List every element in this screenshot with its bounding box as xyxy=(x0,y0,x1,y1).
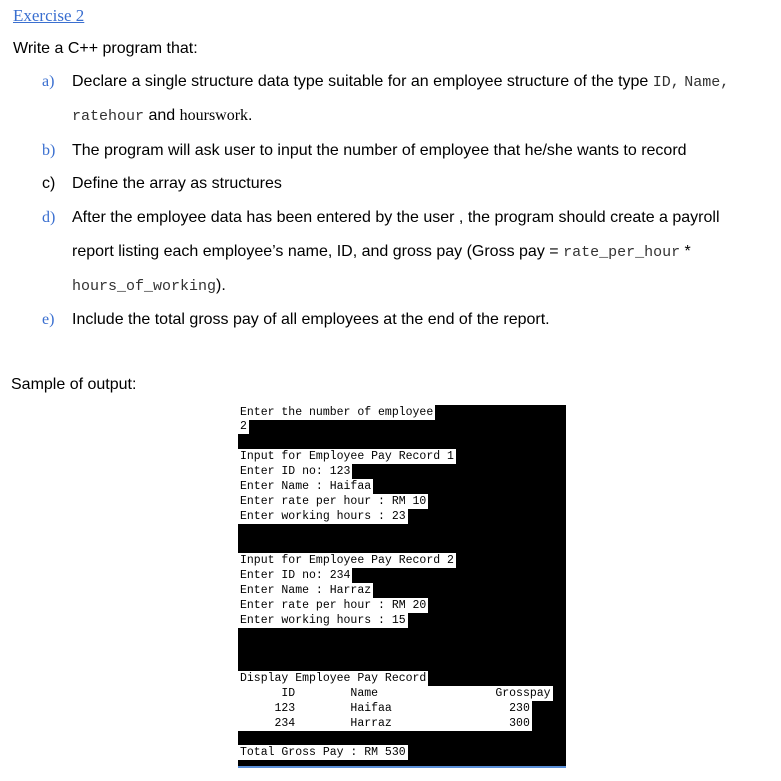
console-line: Enter the number of employee xyxy=(240,406,434,419)
item-a-continuation xyxy=(72,107,253,125)
item-e xyxy=(42,311,550,329)
console-line: Input for Employee Pay Record 1 xyxy=(240,450,454,463)
exercise-heading: Exercise 2 xyxy=(13,6,85,25)
item-b-marker: b) xyxy=(42,142,56,159)
console-line: 2 xyxy=(240,420,247,433)
item-d xyxy=(42,209,720,227)
item-a-period: . xyxy=(248,107,253,124)
item-d-code-hours: hours_of_working xyxy=(72,278,217,295)
item-a-code-name: Name, xyxy=(684,74,730,91)
item-a xyxy=(42,73,729,91)
console-line: Enter Name : Haifaa xyxy=(240,480,372,493)
item-d-star: * xyxy=(680,243,691,260)
item-b xyxy=(42,142,687,160)
console-table-header: ID Name Grosspay xyxy=(240,687,551,700)
console-line: Enter ID no: 234 xyxy=(240,569,351,582)
item-c-text: Define the array as structures xyxy=(72,175,282,192)
item-d-marker: d) xyxy=(42,209,56,226)
console-line: Enter Name : Harraz xyxy=(240,584,372,597)
item-a-text: Declare a single structure data type suitable for an employee structure of the type xyxy=(72,73,653,90)
console-table-row: 123 Haifaa 230 xyxy=(240,702,530,715)
console-line: Enter working hours : 23 xyxy=(240,510,406,523)
item-c xyxy=(42,175,282,193)
item-a-marker: a) xyxy=(42,73,55,90)
item-d-line2 xyxy=(72,243,691,261)
item-a-code-ratehour: ratehour xyxy=(72,108,145,125)
item-d-line3 xyxy=(72,277,226,295)
item-e-text: Include the total gross pay of all employees at the end of the report. xyxy=(72,311,550,328)
item-d-code-rate: rate_per_hour xyxy=(563,244,681,261)
item-a-hourswork: hourswork xyxy=(179,107,249,124)
item-e-marker: e) xyxy=(42,311,55,328)
intro-text: Write a C++ program that: xyxy=(13,40,198,57)
item-c-marker: c) xyxy=(42,175,56,192)
console-table-row: 234 Harraz 300 xyxy=(240,717,530,730)
item-d-line1: After the employee data has been entered by the user , the program should create a payroll xyxy=(72,209,720,226)
console-line: Enter ID no: 123 xyxy=(240,465,351,478)
item-a-and: and xyxy=(144,107,180,124)
console-line: Enter working hours : 15 xyxy=(240,614,406,627)
console-line: Display Employee Pay Record xyxy=(240,672,427,685)
sample-output-label: Sample of output: xyxy=(11,376,137,393)
console-line: Enter rate per hour : RM 10 xyxy=(240,495,427,508)
item-d-line3-text: ). xyxy=(216,277,226,294)
console-line: Enter rate per hour : RM 20 xyxy=(240,599,427,612)
item-a-code-id: ID, xyxy=(652,74,680,91)
item-b-text: The program will ask user to input the number of employee that he/she wants to record xyxy=(72,142,687,159)
console-total-line: Total Gross Pay : RM 530 xyxy=(240,746,406,759)
console-output xyxy=(238,405,566,768)
item-d-line2-text: report listing each employee’s name, ID, and gross pay (Gross pay = xyxy=(72,243,564,260)
console-line: Input for Employee Pay Record 2 xyxy=(240,554,454,567)
